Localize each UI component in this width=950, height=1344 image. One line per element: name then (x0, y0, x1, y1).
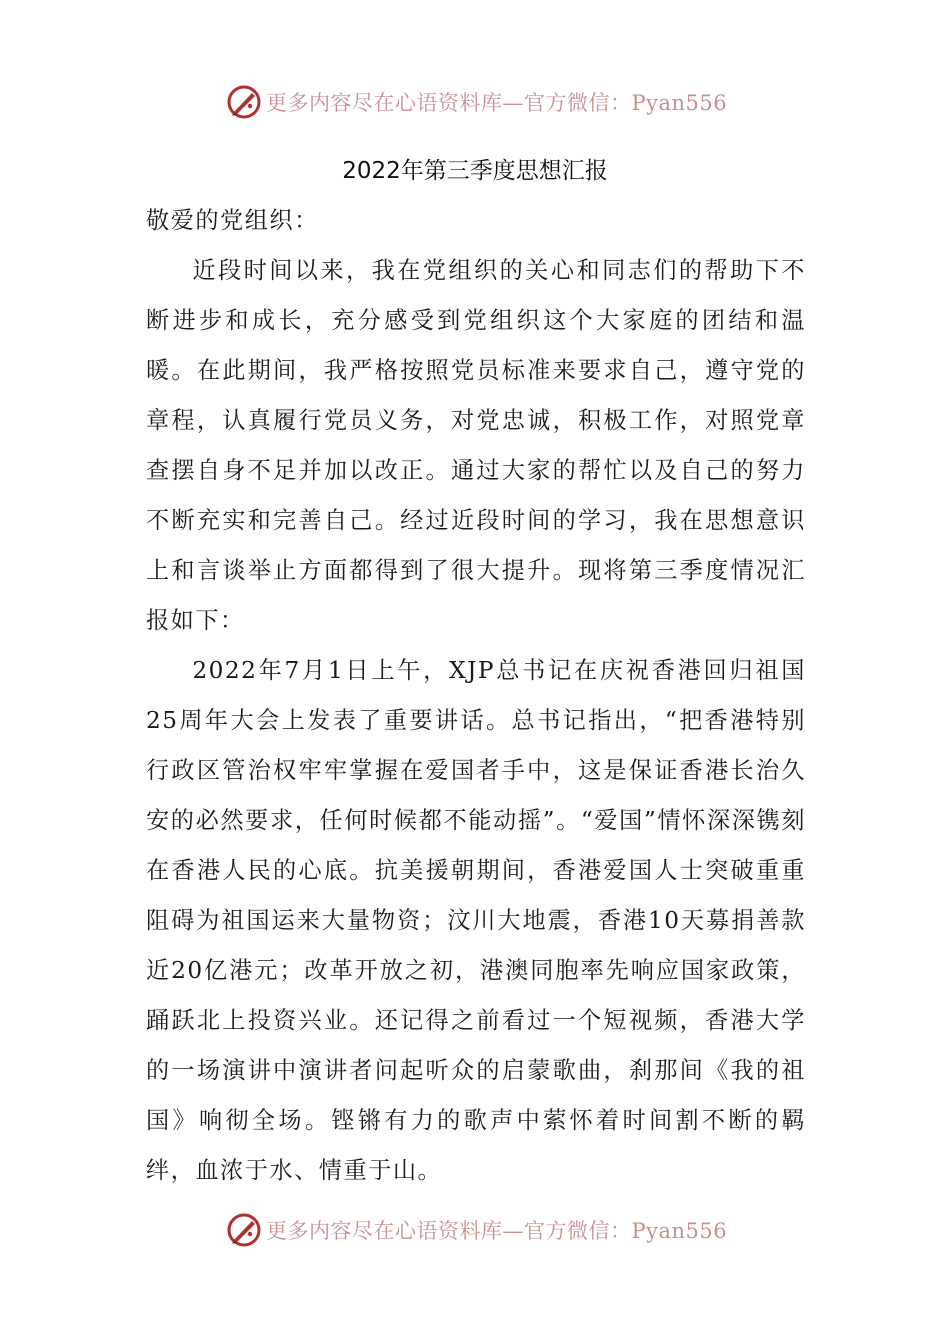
header-watermark-banner (226, 82, 727, 122)
banner-text: 更多内容尽在心语资料库—官方微信：Pyan556 (266, 91, 728, 115)
document-title: 2022年第三季度思想汇报 (342, 158, 608, 184)
footer-watermark-banner (226, 1210, 727, 1250)
pen-circle-logo-icon (226, 1212, 262, 1248)
banner-text: 更多内容尽在心语资料库—官方微信：Pyan556 (266, 1219, 728, 1243)
paragraph-1: 近段时间以来，我在党组织的关心和同志们的帮助下不断进步和成长，充分感受到党组织这个大家庭的团结和温暖。在此期间，我严格按照党员标准来要求自己，遵守党的章程，认真履行党员义务，对党忠诚，积极工作，对照党章查摆自身不足并加以改正。通过大家的帮忙以及自己的努力不断充实和完善自己。经过近段时间的学习，我在思想意识上和言谈举止方面都得到了很大提升。现将第三季度情况汇报如下： (146, 257, 806, 634)
pen-circle-logo-icon (226, 84, 262, 120)
document-body (146, 196, 806, 1196)
salutation: 敬爱的党组织： (146, 207, 319, 234)
paragraph-2: 2022年7月1日上午，XJP总书记在庆祝香港回归祖国25周年大会上发表了重要讲话。总书记指出，“把香港特别行政区管治权牢牢掌握在爱国者手中，这是保证香港长治久安的必然要求，任何时候都不能动摇”。“爱国”情怀深深镌刻在香港人民的心底。抗美援朝期间，香港爱国人士突破重重阻碍为祖国运来大量物资；汶川大地震，香港10天募捐善款近20亿港元；改革开放之初，港澳同胞率先响应国家政策，踊跃北上投资兴业。还记得之前看过一个短视频，香港大学的一场演讲中演讲者问起听众的启蒙歌曲，刹那间《我的祖国》响彻全场。铿锵有力的歌声中萦怀着时间割不断的羁绊，血浓于水、情重于山。 (146, 657, 806, 1184)
